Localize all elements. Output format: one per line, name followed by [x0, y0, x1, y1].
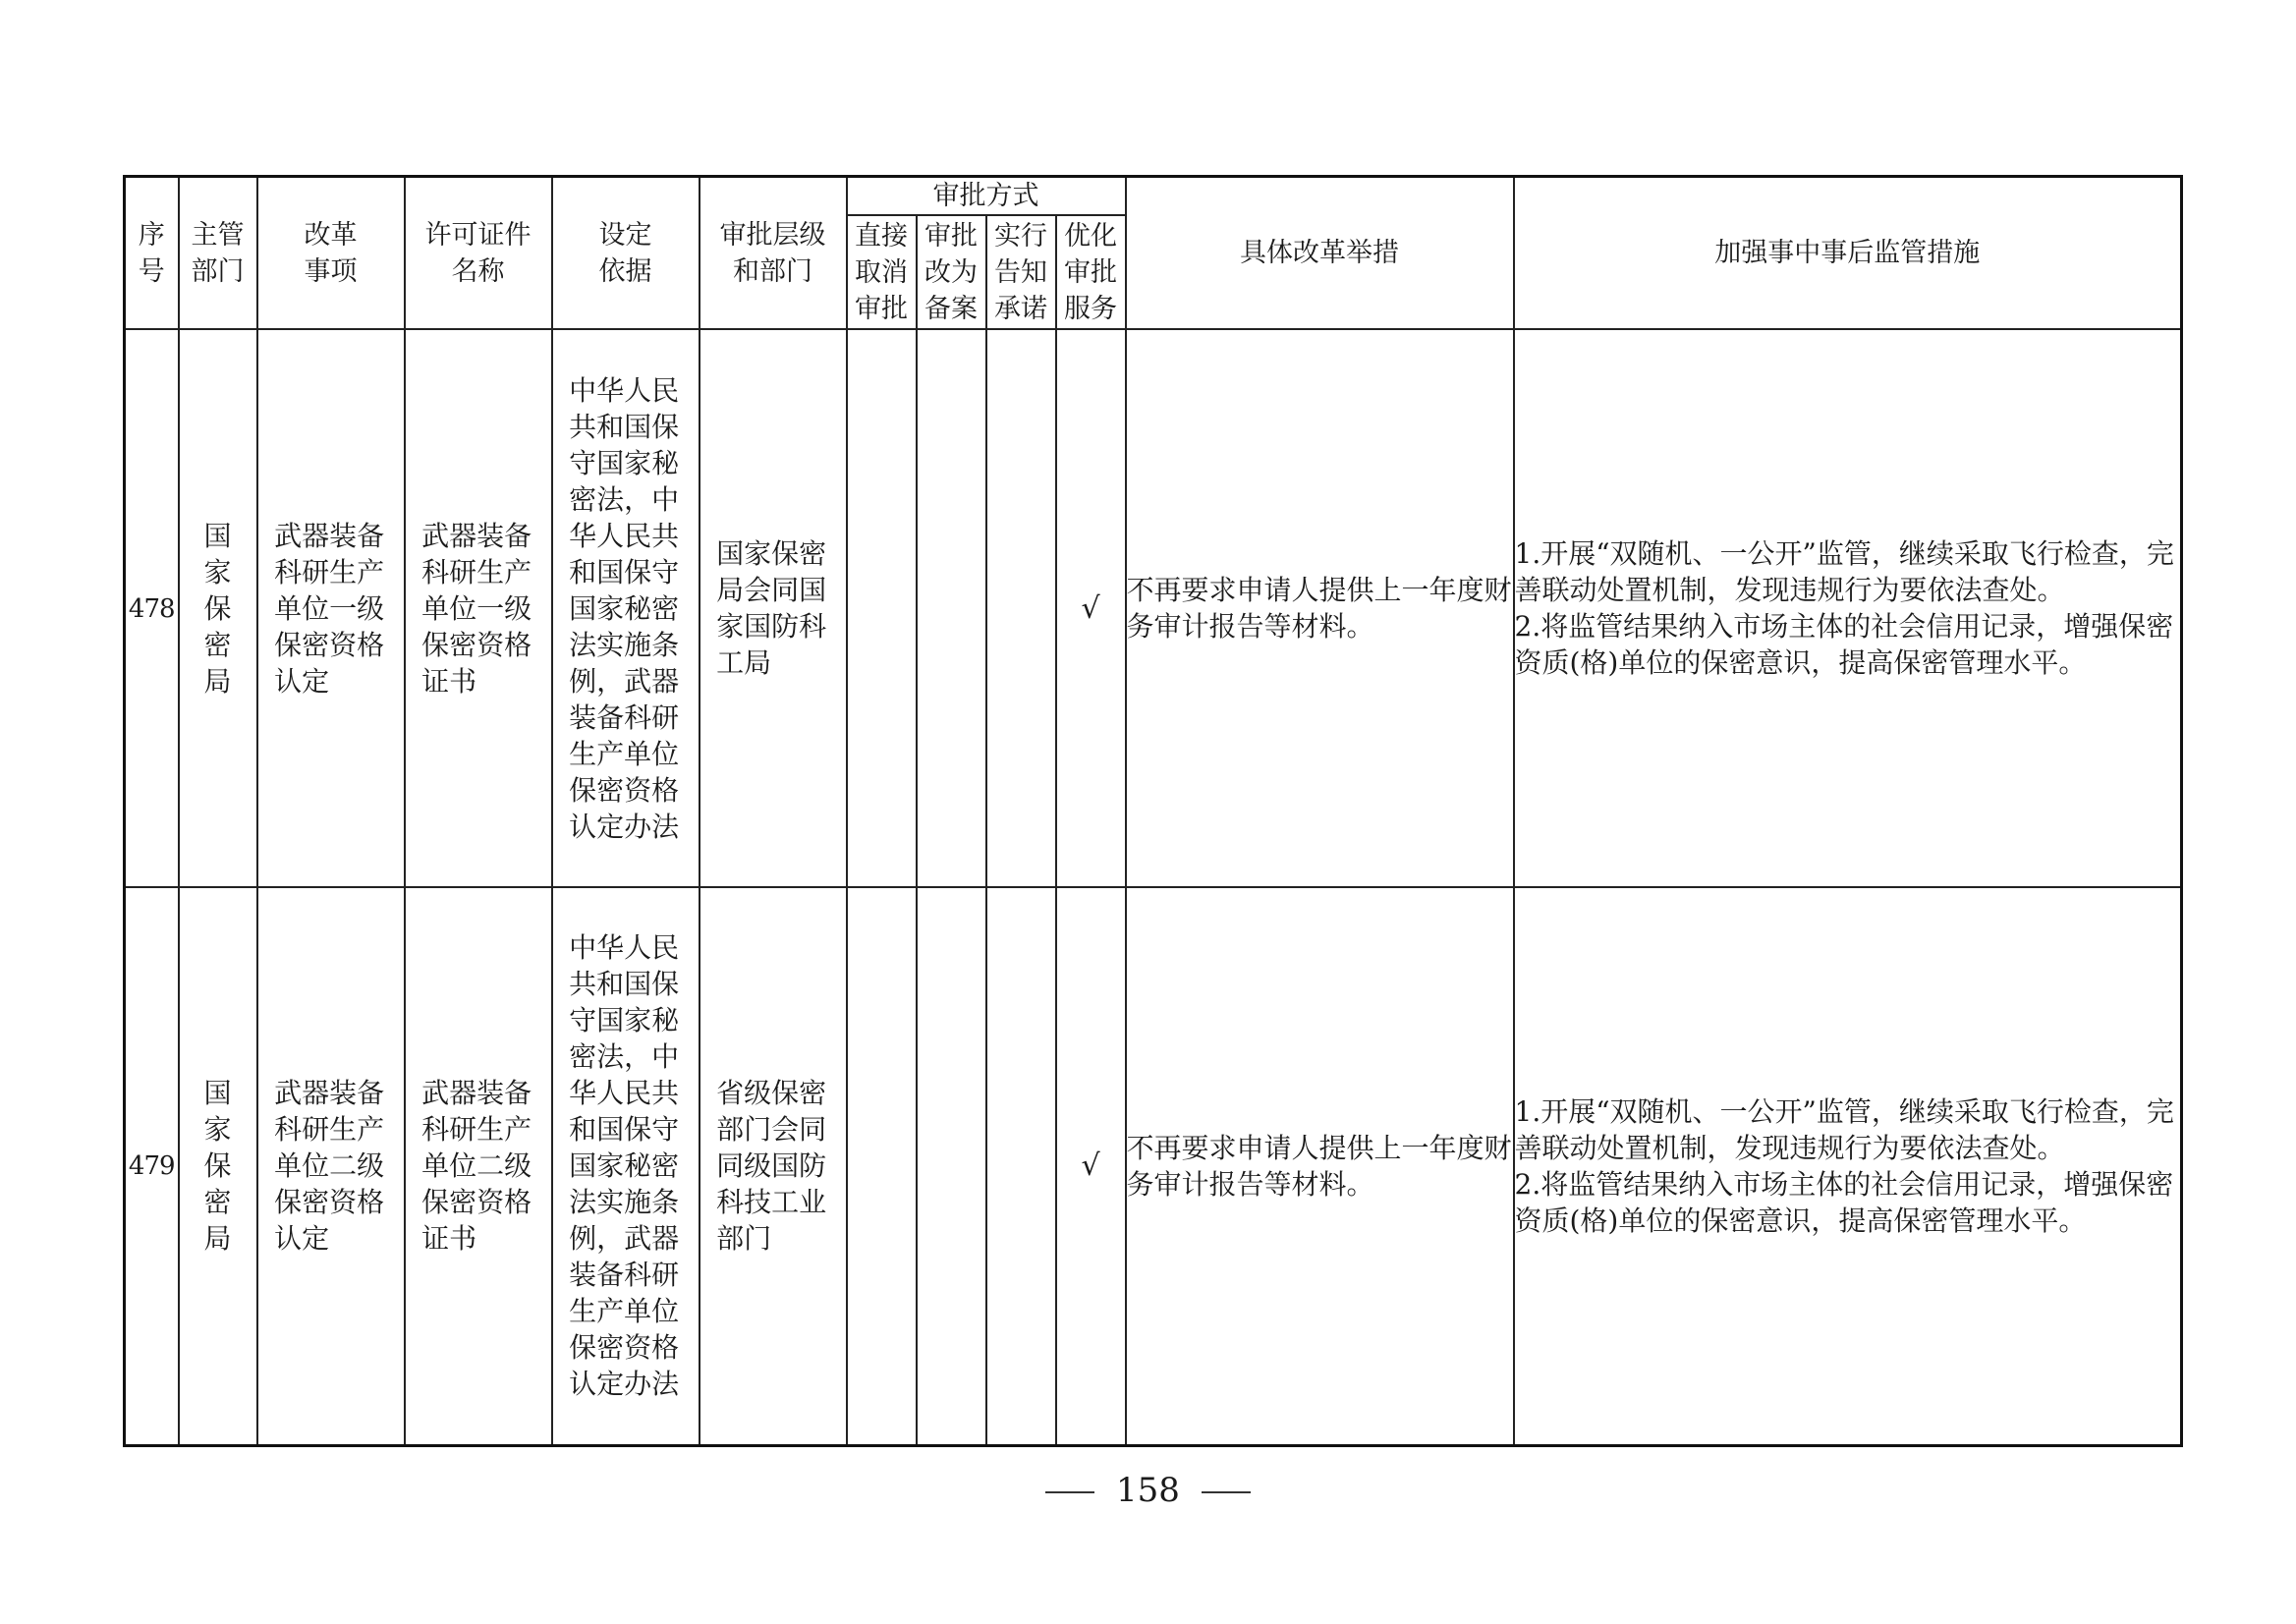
page-number: 158: [1116, 1471, 1180, 1510]
supervision-item-2: 2.将监管结果纳入市场主体的社会信用记录，增强保密资质(格)单位的保密意识，提高保密管理水平。: [1514, 1167, 2174, 1237]
supervision-item-1: 1.开展“双随机、一公开”监管，继续采取飞行检查，完善联动处置机制，发现违规行为要依法查处。: [1514, 537, 2174, 606]
cell-measures: 不再要求申请人提供上一年度财务审计报告等材料。: [1126, 887, 1514, 1445]
cell-level: 国家保密局会同国家国防科工局: [700, 329, 847, 887]
cell-approval-filing: [917, 887, 986, 1445]
header-measures: 具体改革举措: [1126, 177, 1514, 330]
cell-dept: 国家保密局: [179, 329, 257, 887]
header-seq: 序号: [125, 177, 179, 330]
cell-item: 武器装备科研生产单位一级保密资格认定: [257, 329, 405, 887]
cell-seq: 478: [125, 329, 179, 887]
header-approval-optimize: 优化审批服务: [1056, 215, 1126, 329]
cell-basis: 中华人民共和国保守国家秘密法，中华人民共和国保守国家秘密法实施条例，武器装备科研生产单位保密资格认定办法: [552, 887, 700, 1445]
header-approval-group: 审批方式: [847, 177, 1126, 216]
table-row: [125, 887, 2182, 1445]
header-supervision: 加强事中事后监管措施: [1514, 177, 2182, 330]
header-approval-notify: 实行告知承诺: [986, 215, 1056, 329]
supervision-item-2: 2.将监管结果纳入市场主体的社会信用记录，增强保密资质(格)单位的保密意识，提高保密管理水平。: [1514, 610, 2174, 679]
cell-license: 武器装备科研生产单位二级保密资格证书: [405, 887, 552, 1445]
header-basis: 设定依据: [552, 177, 700, 330]
cell-supervision: [1514, 329, 2182, 887]
table-row: [125, 329, 2182, 887]
cell-approval-notify: [986, 329, 1056, 887]
cell-dept: 国家保密局: [179, 887, 257, 1445]
cell-supervision: [1514, 887, 2182, 1445]
cell-approval-cancel: [847, 329, 917, 887]
cell-approval-filing: [917, 329, 986, 887]
cell-seq: 479: [125, 887, 179, 1445]
header-item: 改革事项: [257, 177, 405, 330]
supervision-item-1: 1.开展“双随机、一公开”监管，继续采取飞行检查，完善联动处置机制，发现违规行为要依法查处。: [1514, 1094, 2174, 1164]
page-number-dash-left: [1045, 1491, 1094, 1493]
cell-basis: 中华人民共和国保守国家秘密法，中华人民共和国保守国家秘密法实施条例，武器装备科研生产单位保密资格认定办法: [552, 329, 700, 887]
cell-approval-notify: [986, 887, 1056, 1445]
reform-table: [123, 175, 2183, 1447]
header-dept: 主管部门: [179, 177, 257, 330]
cell-license: 武器装备科研生产单位一级保密资格证书: [405, 329, 552, 887]
cell-approval-cancel: [847, 887, 917, 1445]
header-approval-filing: 审批改为备案: [917, 215, 986, 329]
cell-item: 武器装备科研生产单位二级保密资格认定: [257, 887, 405, 1445]
page-number-footer: [0, 1471, 2296, 1510]
cell-measures: 不再要求申请人提供上一年度财务审计报告等材料。: [1126, 329, 1514, 887]
header-approval-cancel: 直接取消审批: [847, 215, 917, 329]
header-license: 许可证件名称: [405, 177, 552, 330]
cell-approval-optimize-check: √: [1056, 887, 1126, 1445]
cell-level: 省级保密部门会同同级国防科技工业部门: [700, 887, 847, 1445]
page-number-dash-right: [1202, 1491, 1251, 1493]
cell-approval-optimize-check: √: [1056, 329, 1126, 887]
header-level: 审批层级和部门: [700, 177, 847, 330]
